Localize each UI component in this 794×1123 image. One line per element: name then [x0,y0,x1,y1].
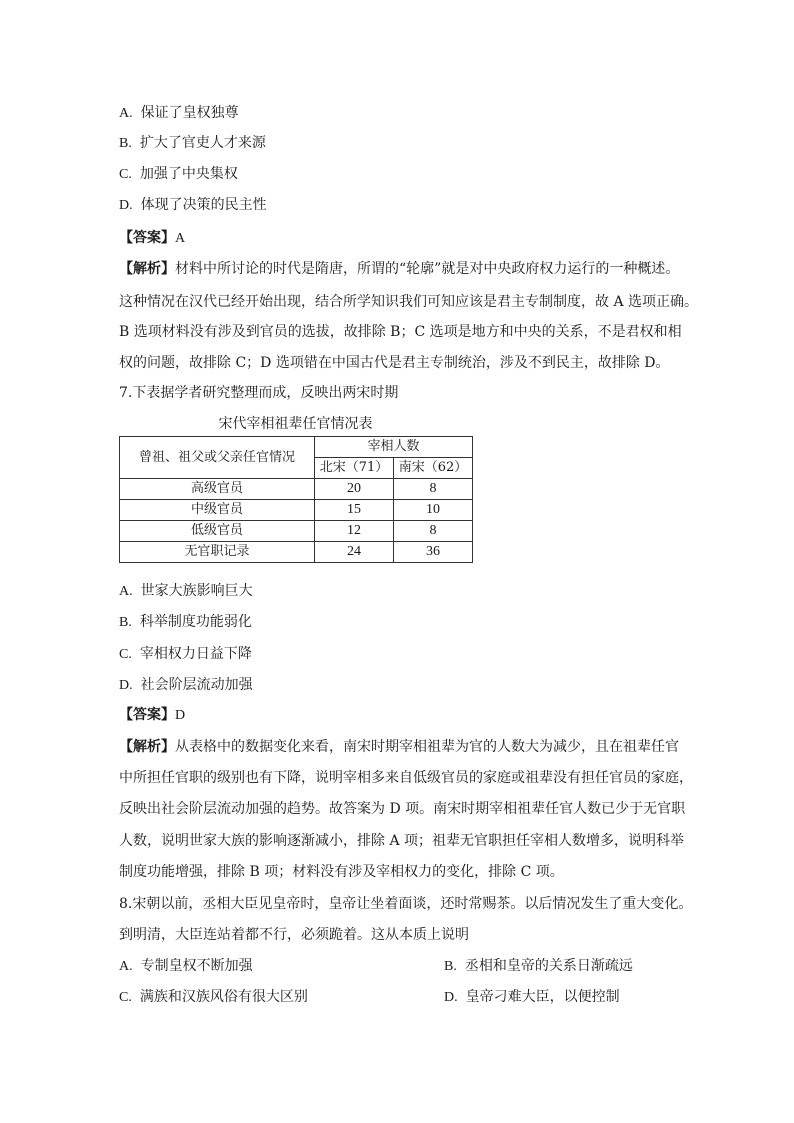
cell-value: 8 [394,521,473,542]
q8-stem-line-1: 8.宋朝以前，丞相大臣见皇帝时，皇帝让坐着面谈，还时常赐茶。以后情况发生了重大变化。 [119,896,693,912]
q7-answer: 【答案】D [119,707,186,723]
cell-value: 24 [315,542,394,563]
q8-option-d: D. 皇帝刁难大臣，以便控制 [444,989,620,1005]
cell-value: 12 [315,521,394,542]
col-header-northern-song: 北宋（71） [315,458,394,479]
table-header-row [120,437,473,458]
group-header-cell: 宰相人数 [315,437,473,458]
q7-analysis-line-3: 反映出社会阶层流动加强的趋势。故答案为 D 项。南宋时期宰相祖辈任官人数已少于无官职 [119,801,686,817]
table-row [120,542,473,563]
row-label: 低级官员 [120,521,315,542]
q7-analysis-line-2: 中所担任官职的级别也有下降，说明宰相多来自低级官员的家庭或祖辈没有担任官员的家庭， [119,770,693,786]
q6-analysis-line-1: 【解析】材料中所讨论的时代是隋唐，所谓的“轮廓”就是对中央政府权力运行的一种概述。 [119,261,680,277]
row-header-cell: 曾祖、祖父或父亲任官情况 [120,437,315,479]
q8-option-b: B. 丞相和皇帝的关系日渐疏远 [444,958,633,974]
cell-value: 36 [394,542,473,563]
q6-option-b: B. 扩大了官吏人才来源 [119,135,266,151]
q7-analysis-line-4: 人数，说明世家大族的影响逐渐减小，排除 A 项；祖辈无官职担任宰相人数增多，说明科举 [119,833,685,849]
table-row [120,500,473,521]
table-title: 宋代宰相祖辈任官情况表 [218,416,373,432]
cell-value: 10 [394,500,473,521]
q8-option-a: A. 专制皇权不断加强 [119,958,253,974]
official-record-table [119,436,473,563]
q7-stem: 7.下表据学者研究整理而成，反映出两宋时期 [119,385,399,401]
table-row [120,479,473,500]
q6-option-c: C. 加强了中央集权 [119,166,238,182]
cell-value: 20 [315,479,394,500]
q8-option-c: C. 满族和汉族风俗有很大区别 [119,989,308,1005]
q6-analysis-line-3: B 选项材料没有涉及到官员的选拔，故排除 B；C 选项是地方和中央的关系，不是君权和相 [119,324,682,340]
q7-analysis-line-1: 【解析】从表格中的数据变化来看，南宋时期宰相祖辈为官的人数大为减少，且在祖辈任官 [119,739,679,755]
q7-option-d: D. 社会阶层流动加强 [119,677,253,693]
row-label: 无官职记录 [120,542,315,563]
row-label: 中级官员 [120,500,315,521]
q7-option-b: B. 科举制度功能弱化 [119,614,252,630]
q7-option-a: A. 世家大族影响巨大 [119,583,253,599]
col-header-southern-song: 南宋（62） [394,458,473,479]
q7-option-c: C. 宰相权力日益下降 [119,646,252,662]
q8-stem-line-2: 到明清，大臣连站着都不行，必须跪着。这从本质上说明 [119,927,469,943]
q7-analysis-line-5: 制度功能增强，排除 B 项；材料没有涉及宰相权力的变化，排除 C 项。 [119,864,564,880]
q6-option-a: A. 保证了皇权独尊 [119,105,239,121]
row-label: 高级官员 [120,479,315,500]
q6-option-d: D. 体现了决策的民主性 [119,197,267,213]
cell-value: 15 [315,500,394,521]
q6-answer: 【答案】A [119,230,186,246]
q6-analysis-line-4: 权的问题，故排除 C；D 选项错在中国古代是君主专制统治，涉及不到民主，故排除 D。 [119,355,670,371]
table-row [120,521,473,542]
q6-analysis-line-2: 这种情况在汉代已经开始出现，结合所学知识我们可知应该是君主专制制度，故 A 选项正确。 [119,294,699,310]
cell-value: 8 [394,479,473,500]
